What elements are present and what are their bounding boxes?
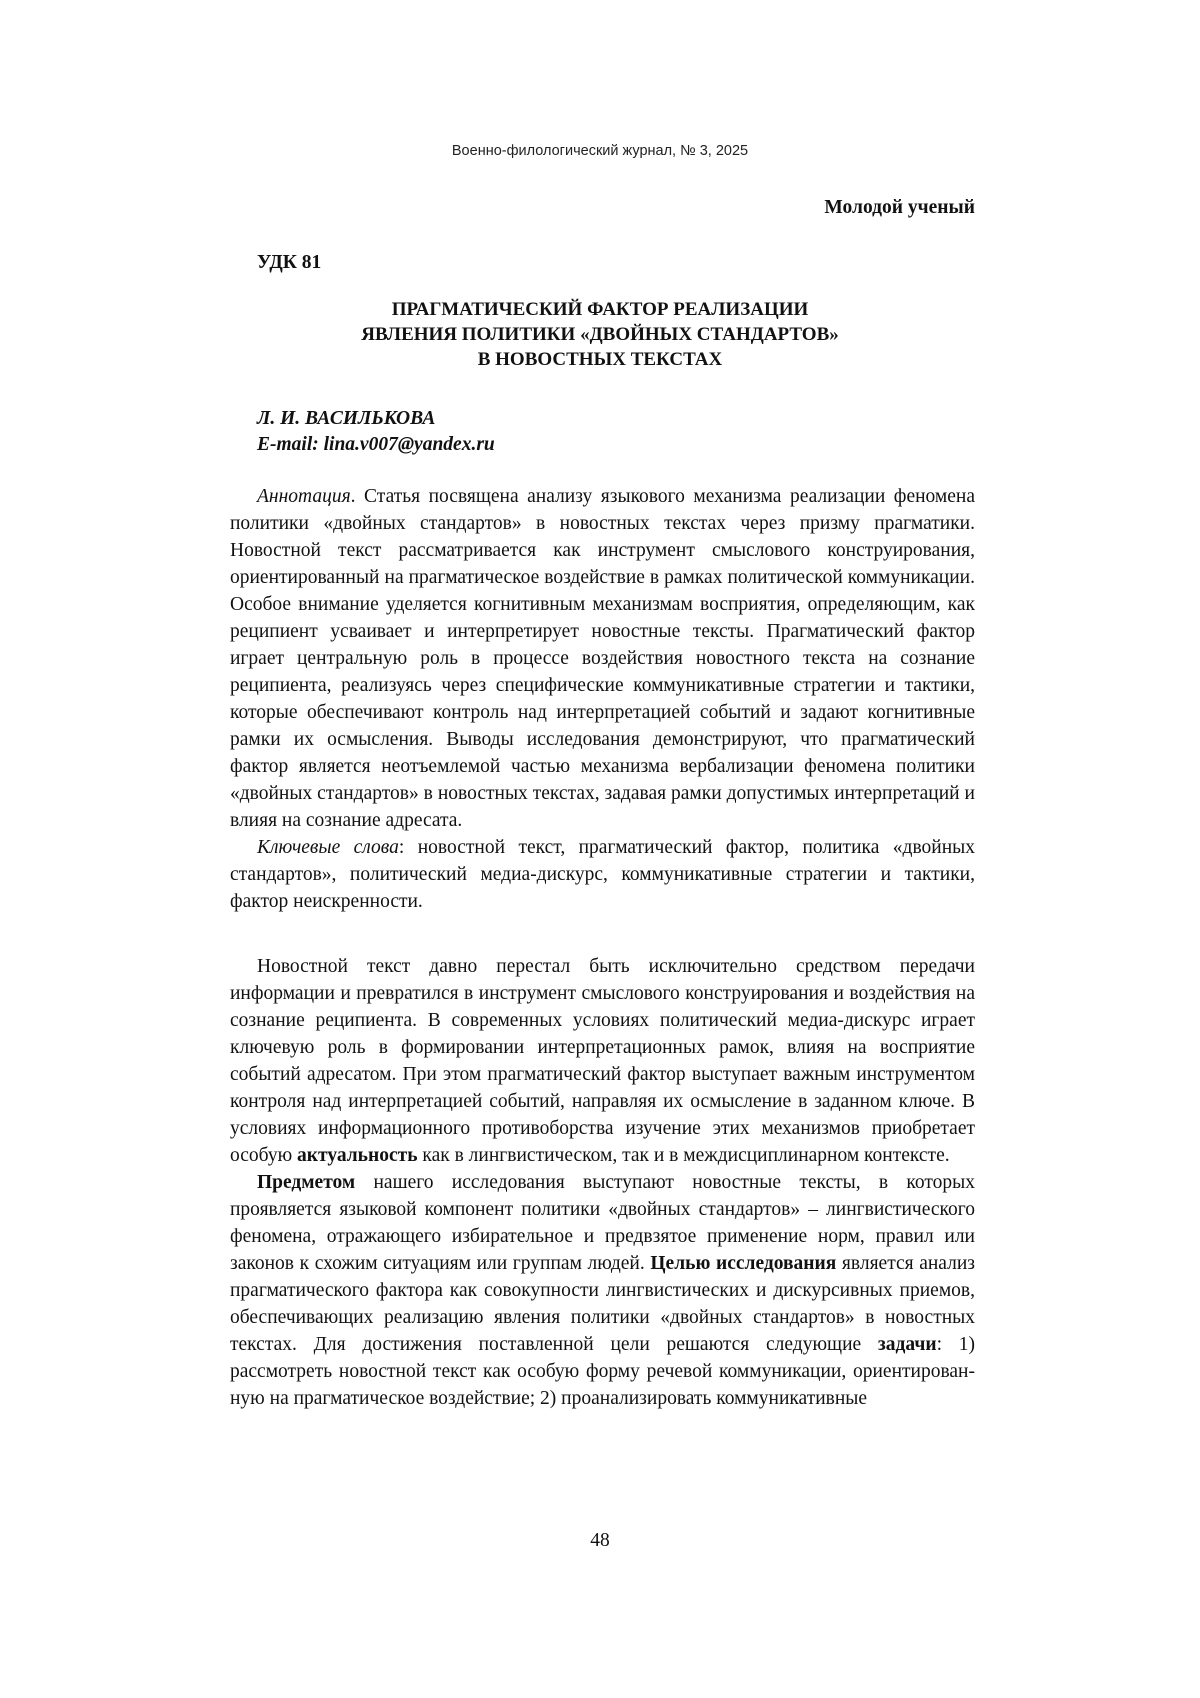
article-title <box>0 297 1200 372</box>
paragraph-text: нашего исследования выступают новостные тексты, в которых проявляется языковой компонент политики «двойных стандартов» – лингвистического феномена, отражающего избирательное и предвзятое применение норм, правил или законов к схожим ситуациям или группам людей. <box>230 1172 975 1274</box>
udc-code: УДК 81 <box>257 252 322 273</box>
keywords-text: : новостной текст, прагматический фактор, политика «двойных стандартов», политический медиа-дискурс, коммуникативные стратегии и тактики, фактор неискренности. <box>230 837 975 912</box>
paragraph-text: Новостной текст давно перестал быть исключительно средством передачи информации и превратился в инструмент смыслового конструирования и воздействия на сознание реципиента. В современных условиях политический медиа-дискурс играет ключевую роль в формировании интерпретационных рамок, влияя на восприятие событий адресатом. При этом прагматический фактор выступает важным инструментом контроля над интерпретацией событий, направляя их осмысление в заданном ключе. В условиях информационного противоборства изучение этих механизмов приобретает особую <box>230 956 975 1166</box>
keywords-paragraph <box>230 834 975 915</box>
paragraph-text: : 1) рассмотреть новостной текст как особую форму речевой коммуникации, ориентированную на прагматическое воздействие; 2) проанализировать коммуникативные <box>230 1334 975 1409</box>
title-line: ПРАГМАТИЧЕСКИЙ ФАКТОР РЕАЛИЗАЦИИ <box>391 299 809 320</box>
author-email: E-mail: lina.v007@yandex.ru <box>257 434 495 455</box>
keywords-label: Ключевые слова <box>257 837 399 858</box>
journal-running-head: Военно-филологический журнал, № 3, 2025 <box>451 143 749 159</box>
emphasis-goal: Целью исследования <box>650 1253 837 1274</box>
page-number: 48 <box>590 1530 610 1551</box>
section-rubric: Молодой ученый <box>824 197 975 218</box>
title-line: В НОВОСТНЫХ ТЕКСТАХ <box>477 349 723 370</box>
abstract-paragraph <box>230 483 975 834</box>
title-line: ЯВЛЕНИЯ ПОЛИТИКИ «ДВОЙНЫХ СТАНДАРТОВ» <box>361 324 839 345</box>
body-paragraph-1 <box>230 953 975 1169</box>
article-body <box>230 953 975 1412</box>
abstract-text: . Статья посвящена анализу языкового механизма реализации феномена политики «двойных стандартов» в новостных текстах через призму прагматики. Новостной текст рассматривается как инструмент смыслового конструирования, ориентированный на прагматическое воздействие в рамках политической коммуникации. Особое внимание уделяется когнитивным механизмам восприятия, определяющим, как реципиент усваивает и интерпретирует новостные тексты. Прагматический фактор играет центральную роль в процессе воздействия новостного текста на сознание реципиента, реализуясь через специфические коммуникативные стратегии и тактики, которые обеспечивают контроль над интерпретацией событий и задают когнитивные рамки их осмысления. Выводы исследования демонстрируют, что прагматический фактор является неотъемлемой частью механизма вербализации феномена политики «двойных стандартов» в новостных текстах, задавая рамки допустимых интерпретаций и влияя на сознание адресата. <box>230 486 975 831</box>
emphasis-relevance: актуальность <box>297 1145 418 1166</box>
author-name: Л. И. ВАСИЛЬКОВА <box>257 408 436 429</box>
body-paragraph-2 <box>230 1169 975 1412</box>
paragraph-text: как в лингвистическом, так и в междисциплинарном контексте. <box>417 1145 950 1166</box>
emphasis-subject: Предметом <box>257 1172 356 1193</box>
author-block <box>257 406 495 458</box>
paragraph-text: является анализ прагматического фактора как совокупности лингвистических и дискурсивных приемов, обеспечивающих реализацию явления политики «двойных стандартов» в новостных текстах. Для достижения поставленной цели решаются следующие <box>230 1253 975 1355</box>
emphasis-tasks: задачи <box>877 1334 937 1355</box>
abstract-label: Аннотация <box>257 486 351 507</box>
abstract-section <box>230 483 975 915</box>
